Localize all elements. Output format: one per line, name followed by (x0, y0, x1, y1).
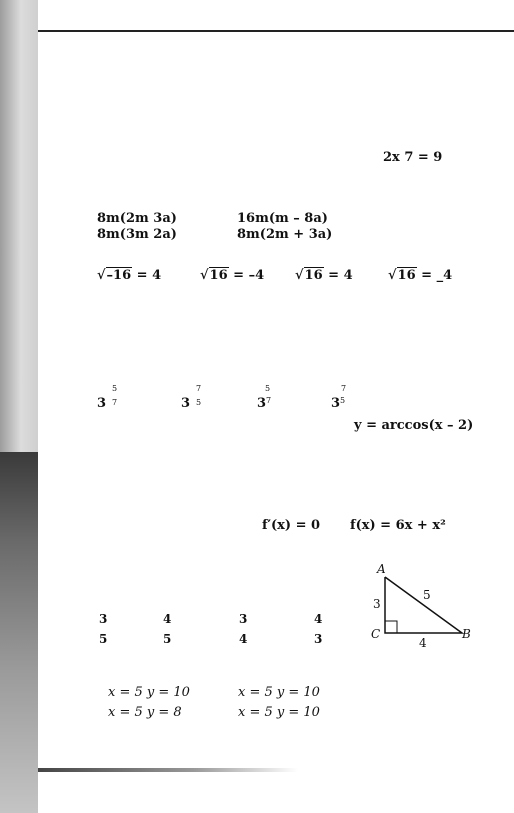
vertex-c-label: C (371, 627, 381, 641)
choice-q7-a-den: 5 (99, 632, 108, 646)
choice-q7-c-den: 4 (239, 632, 248, 646)
vertex-a-label: A (377, 562, 386, 576)
choice-q2-b: 16m(m – 8a) (237, 211, 328, 226)
choice-q7-a-num: 3 (99, 612, 108, 626)
header-rule (38, 30, 514, 32)
choice-q8-c: x = 5 y = 8 (108, 705, 182, 720)
choice-q2-a: 8m(2m 3a) (97, 211, 177, 226)
choice-q8-d: x = 5 y = 10 (238, 705, 320, 720)
choice-q7-b-num: 4 (163, 612, 172, 626)
footer-rule (38, 768, 298, 772)
sidebar-tab (0, 452, 38, 813)
choice-q7-b-den: 5 (163, 632, 172, 646)
choice-q3-a: √–16 = 4 (97, 268, 162, 283)
side-ac-label: 3 (373, 597, 381, 611)
function-q6: f(x) = 6x + x² (350, 518, 446, 533)
side-ab-label: 5 (423, 588, 431, 602)
choice-q8-b: x = 5 y = 10 (238, 685, 320, 700)
choice-q3-b: √16 = –4 (200, 268, 265, 283)
choice-q2-c: 8m(3m 2a) (97, 227, 177, 242)
choice-q7-d-den: 3 (314, 632, 323, 646)
choice-q7-d-num: 4 (314, 612, 323, 626)
vertex-b-label: B (462, 627, 471, 641)
choice-q7-c-num: 3 (239, 612, 248, 626)
derivative-q6: f′(x) = 0 (262, 518, 321, 533)
side-cb-label: 4 (419, 636, 427, 650)
function-q5: y = arccos(x – 2) (354, 418, 474, 433)
equation-q1: 2x 7 = 9 (383, 150, 443, 165)
choice-q3-d: √16 = _4 (388, 268, 453, 283)
choice-q2-d: 8m(2m + 3a) (237, 227, 333, 242)
choice-q8-a: x = 5 y = 10 (108, 685, 190, 700)
choice-q3-c: √16 = 4 (295, 268, 353, 283)
